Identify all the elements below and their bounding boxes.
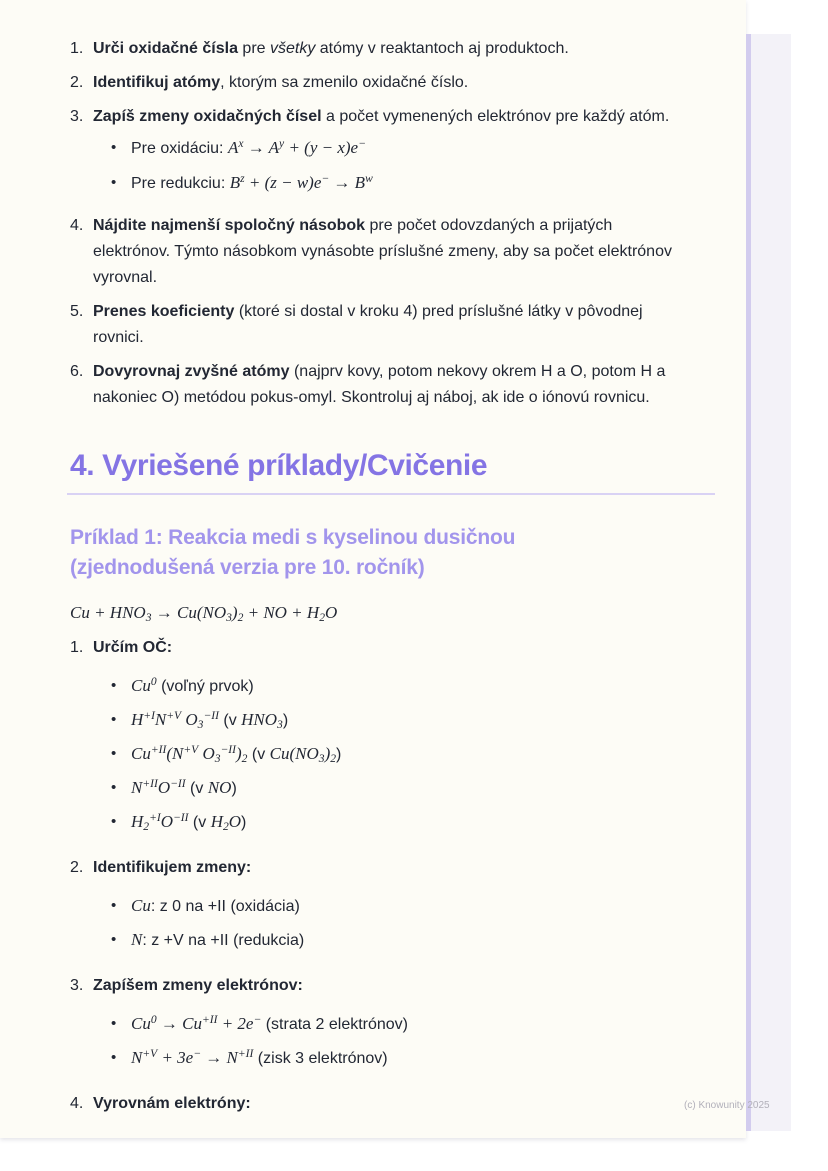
- bullet-icon: •: [111, 1015, 117, 1032]
- math-expression: Cu: [131, 896, 151, 915]
- math-expression: $HNO_3$: [241, 710, 283, 732]
- bullet-content: [131, 707, 288, 734]
- bullet-icon: •: [111, 745, 117, 762]
- list-number: 1.: [70, 40, 84, 57]
- text-segment: ): [336, 746, 342, 763]
- text-segment: (v: [218, 712, 242, 729]
- text-segment: pre počet odovzdaných a prijatých elektrónov. Týmto násobkom vynásobte príslušné zmeny, aby sa počet elektrónov vyrovnal.: [93, 217, 672, 286]
- bullet-content: [131, 927, 304, 954]
- list-item-content: [93, 36, 569, 62]
- text-segment: (strata 2 elektrónov): [261, 1016, 409, 1033]
- list-number: 6.: [70, 363, 84, 380]
- list-item: [70, 213, 702, 291]
- example-subheading: Príklad 1: Reakcia medi s kyselinou dusičnou (zjednodušená verzia pre 10. ročník): [70, 526, 516, 579]
- step-content: [93, 635, 341, 843]
- text-segment: Pre oxidáciu:: [131, 140, 228, 157]
- math-expression: $B^z + (z - w)e^- \to B^w$: [229, 172, 373, 192]
- bullet-content: [131, 809, 246, 836]
- text-segment: Dovyrovnaj zvyšné atómy: [93, 363, 290, 380]
- math-expression: $Cu^{+II}(N^{+V}$ $O_3^{-II})_2$: [131, 743, 248, 766]
- list-item-content: [93, 359, 693, 411]
- example-steps-list: [70, 635, 702, 1117]
- formula-bullet-list: [111, 135, 669, 197]
- text-segment: : z 0 na +II (oxidácia): [150, 898, 300, 915]
- bullet-item: [111, 775, 341, 802]
- text-segment: (voľný prvok): [156, 678, 254, 695]
- bullet-icon: •: [111, 677, 117, 694]
- bullet-item: [111, 927, 304, 954]
- step-item: [70, 635, 702, 843]
- step-content: [93, 973, 408, 1079]
- text-segment: všetky: [269, 40, 316, 57]
- text-segment: (zisk 3 elektrónov): [253, 1050, 388, 1067]
- bullet-icon: •: [111, 779, 117, 796]
- bullet-content: [131, 135, 366, 162]
- step-bullet-list: [111, 893, 304, 954]
- math-expression: N: [131, 930, 143, 949]
- list-item-content: [93, 299, 693, 351]
- text-segment: Zapíš zmeny oxidačných čísel: [93, 108, 322, 125]
- text-segment: (v: [188, 814, 211, 831]
- chemical-equation: $Cu + HNO_3 \to Cu(NO_3)_2$ + NO + $H_2O$: [70, 603, 338, 625]
- bullet-icon: •: [111, 139, 117, 156]
- math-expression: NO: [207, 778, 232, 797]
- text-segment: , ktorým sa zmenilo oxidačné číslo.: [220, 74, 469, 91]
- step-number: 1.: [70, 639, 84, 656]
- list-item: [70, 359, 702, 411]
- math-expression: $Cu(NO_3)_2$: [269, 744, 337, 766]
- section-heading: 4. Vyriešené príklady/Cvičenie: [70, 449, 488, 482]
- text-segment: (najprv kovy, potom nekovy okrem H a O, potom H a nakoniec O) metódou pokus-omyl. Skontroluj aj náboj, ak ide o iónovú rovnicu.: [93, 363, 666, 406]
- step-content: [93, 1091, 251, 1117]
- text-segment: (v: [247, 746, 270, 763]
- list-item-content: [93, 104, 669, 205]
- math-expression: $H^{+I}N^{+V}$ $O_3^{-II}$: [131, 709, 219, 732]
- text-segment: Urči oxidačné čísla: [93, 40, 238, 57]
- text-segment: (v: [185, 780, 208, 797]
- bullet-content: [131, 775, 237, 802]
- step-number: 2.: [70, 859, 84, 876]
- step-number: 3.: [70, 977, 84, 994]
- step-item: [70, 855, 702, 961]
- step-item: [70, 973, 702, 1079]
- watermark: (c) Knowunity 2025: [684, 1100, 770, 1111]
- list-item-content: [93, 70, 468, 96]
- bullet-content: [131, 741, 341, 768]
- step-title: Identifikujem zmeny:: [93, 859, 252, 876]
- step-title: Určím OČ:: [93, 639, 173, 656]
- bullet-icon: •: [111, 711, 117, 728]
- text-segment: Identifikuj atómy: [93, 74, 221, 91]
- text-segment: pre: [237, 40, 270, 57]
- step-title: Zapíšem zmeny elektrónov:: [93, 977, 303, 994]
- text-segment: : z +V na +II (redukcia): [142, 932, 305, 949]
- bullet-content: [131, 893, 300, 920]
- list-number: 2.: [70, 74, 84, 91]
- section-divider: [67, 493, 715, 495]
- text-segment: Pre redukciu:: [131, 175, 230, 192]
- bullet-item: [111, 809, 341, 836]
- bullet-icon: •: [111, 174, 117, 191]
- math-expression: $H_2^{+I}O^{-II}$: [131, 811, 189, 834]
- text-segment: Prenes koeficienty: [93, 303, 235, 320]
- bullet-item: [111, 707, 341, 734]
- bullet-content: [131, 1011, 408, 1038]
- math-expression: $N^{+V} + 3e^- \to N^{+II}$: [131, 1047, 254, 1067]
- step-bullet-list: [111, 673, 341, 836]
- math-expression: $H_2O$: [210, 812, 242, 834]
- bullet-item: [111, 673, 341, 700]
- list-number: 5.: [70, 303, 84, 320]
- bullet-item: [111, 135, 669, 162]
- bullet-item: [111, 1045, 408, 1072]
- bullet-content: [131, 170, 373, 197]
- text-segment: atómy v reaktantoch aj produktoch.: [315, 40, 569, 57]
- list-item-content: [93, 213, 693, 291]
- bullet-content: [131, 1045, 388, 1072]
- text-segment: (ktoré si dostal v kroku 4) pred príslušné látky v pôvodnej rovnici.: [93, 303, 643, 346]
- math-expression: $Cu^0 \to Cu^{+II} + 2e^-$: [131, 1013, 262, 1033]
- bullet-icon: •: [111, 813, 117, 830]
- step-bullet-list: [111, 1011, 408, 1072]
- bullet-item: [111, 1011, 408, 1038]
- step-title: Vyrovnám elektróny:: [93, 1095, 251, 1112]
- math-expression: Cu$^0$: [131, 675, 157, 695]
- step-number: 4.: [70, 1095, 84, 1112]
- list-item: [70, 36, 702, 62]
- bullet-content: [131, 673, 254, 700]
- bullet-icon: •: [111, 1049, 117, 1066]
- bullet-item: [111, 893, 304, 920]
- text-segment: Nájdite najmenší spoločný násobok: [93, 217, 366, 234]
- bullet-item: [111, 741, 341, 768]
- bullet-icon: •: [111, 897, 117, 914]
- bullet-item: [111, 170, 669, 197]
- list-number: 3.: [70, 108, 84, 125]
- text-segment: ): [282, 712, 289, 729]
- list-item: [70, 299, 702, 351]
- math-expression: $A^x \to A^y + (y - x)e^-$: [227, 137, 366, 157]
- step-item: [70, 1091, 702, 1117]
- text-segment: ): [231, 780, 237, 797]
- list-item: [70, 104, 702, 205]
- list-item: [70, 70, 702, 96]
- text-segment: ): [241, 814, 247, 831]
- list-number: 4.: [70, 217, 84, 234]
- right-margin-strip: [751, 34, 791, 1131]
- balancing-steps-list: [70, 36, 702, 411]
- bullet-icon: •: [111, 931, 117, 948]
- math-expression: $N^{+II}O^{-II}$: [131, 777, 186, 797]
- step-content: [93, 855, 304, 961]
- text-segment: a počet vymenených elektrónov pre každý atóm.: [321, 108, 670, 125]
